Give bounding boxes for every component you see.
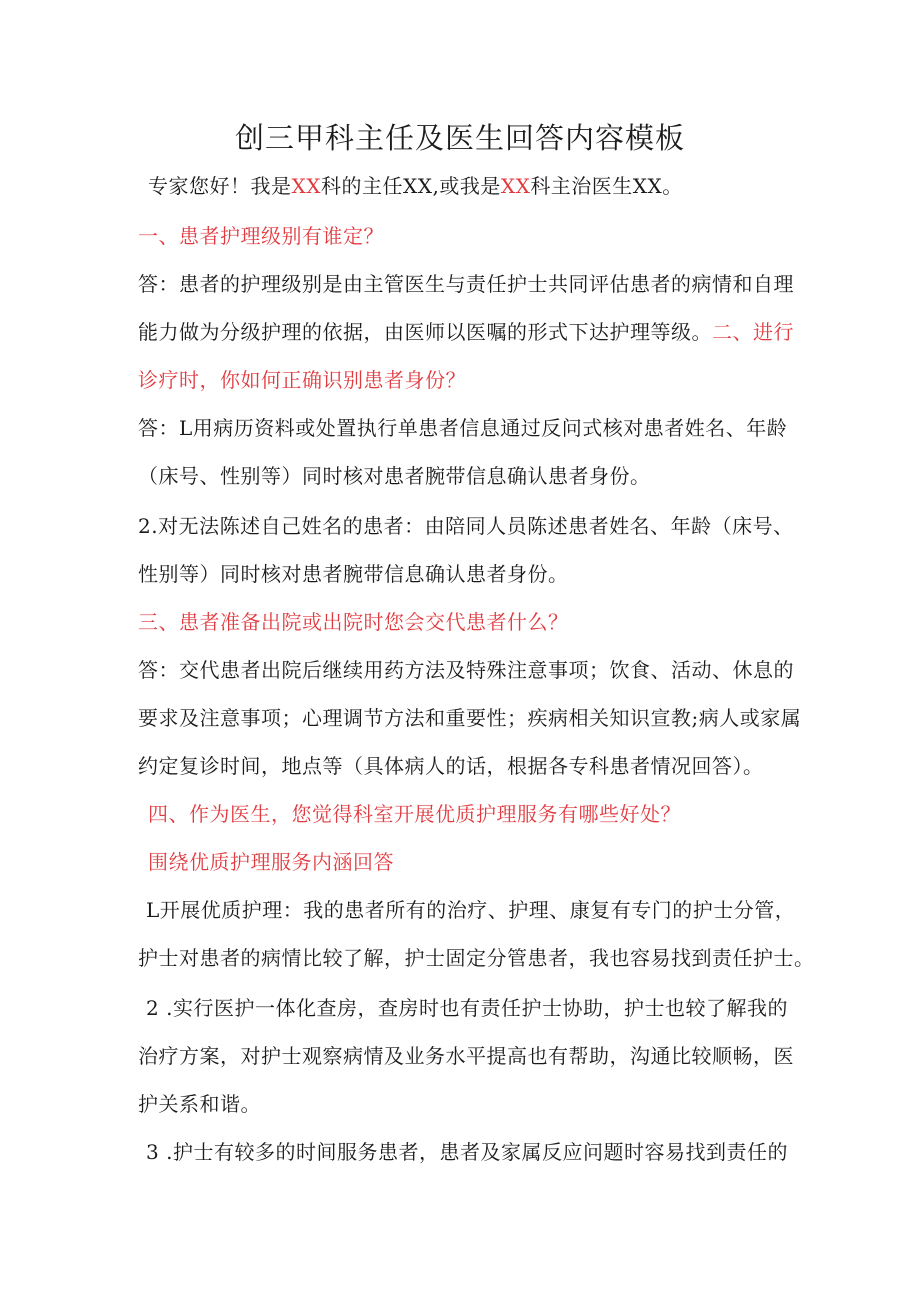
document-title: 创三甲科主任及医生回答内容模板 — [234, 121, 685, 155]
answer-3-line-2: 要求及注意事项；心理调节方法和重要性；疾病相关知识宣教;病人或家属 — [138, 706, 802, 730]
question-4: 四、作为医生，您觉得科室开展优质护理服务有哪些好处？ — [148, 802, 681, 826]
answer-1-line-2 — [138, 316, 798, 348]
answer-4-line-5: 护关系和谐。 — [138, 1092, 261, 1116]
question-2-start: 二、进行 — [712, 320, 794, 344]
answer-4-line-1: L开展优质护理：我的患者所有的治疗、护理、康复有专门的护士分管， — [146, 898, 796, 922]
greeting-line — [148, 170, 808, 202]
greeting-dept-placeholder: XX — [291, 174, 321, 198]
greeting-text-1: 专家您好！我是 — [148, 174, 292, 198]
answer-2-line-2: （床号、性别等）同时核对患者腕带信息确认患者身份。 — [138, 464, 651, 488]
question-2: 诊疗时，你如何正确识别患者身份？ — [138, 368, 466, 392]
answer-4-line-4: 治疗方案，对护士观察病情及业务水平提高也有帮助，沟通比较顺畅，医 — [138, 1044, 794, 1068]
greeting-text-2: 科的主任XX,或我是 — [320, 174, 501, 198]
answer-2-line-1: 答：L用病历资料或处置执行单患者信息通过反问式核对患者姓名、年龄 — [138, 416, 788, 440]
answer-1-line-1: 答：患者的护理级别是由主管医生与责任护士共同评估患者的病情和自理 — [138, 272, 794, 296]
question-3: 三、患者准备出院或出院时您会交代患者什么？ — [138, 610, 569, 634]
answer-2-line-4: 性别等）同时核对患者腕带信息确认患者身份。 — [138, 562, 569, 586]
question-4-note: 围绕优质护理服务内涵回答 — [148, 850, 394, 874]
answer-1-text: 能力做为分级护理的依据，由医师以医嘱的形式下达护理等级。 — [138, 320, 712, 344]
answer-4-line-6: 3 .护士有较多的时间服务患者，患者及家属反应问题时容易找到责任的 — [146, 1140, 788, 1164]
answer-4-line-3: 2 .实行医护一体化查房，查房时也有责任护士协助，护士也较了解我的 — [146, 996, 788, 1020]
greeting-dept-placeholder-2: XX — [500, 174, 531, 198]
answer-2-line-3: 2.对无法陈述自己姓名的患者：由陪同人员陈述患者姓名、年龄（床号、 — [138, 514, 794, 538]
greeting-text-3: 科主治医生XX。 — [530, 174, 683, 198]
answer-3-line-3: 约定复诊时间，地点等（具体病人的话，根据各专科患者情况回答）。 — [138, 754, 764, 778]
question-1: 一、患者护理级别有谁定？ — [138, 224, 384, 248]
answer-4-line-2: 护士对患者的病情比较了解，护士固定分管患者，我也容易找到责任护士。 — [138, 946, 815, 970]
answer-3-line-1: 答：交代患者出院后继续用药方法及特殊注意事项；饮食、活动、休息的 — [138, 658, 794, 682]
